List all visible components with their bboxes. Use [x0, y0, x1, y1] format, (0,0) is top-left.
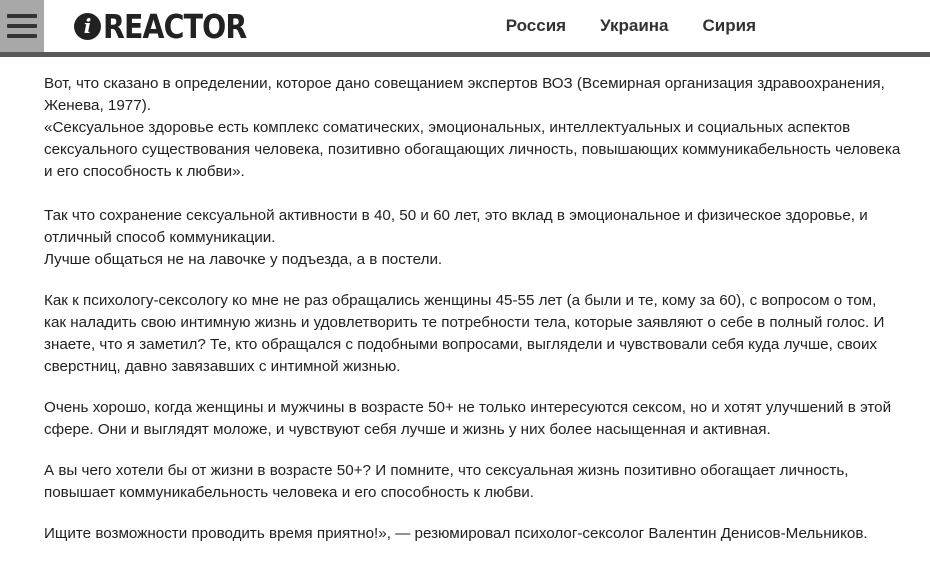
- article-body: [0, 57, 930, 545]
- logo-letter: i: [83, 14, 92, 38]
- logo-text: REACTOR: [103, 6, 247, 46]
- site-logo[interactable]: [74, 6, 270, 46]
- hamburger-menu-button[interactable]: [0, 0, 44, 52]
- article-paragraph: Как к психологу-сексологу ко мне не раз обращались женщины 45-55 лет (а были и те, кому за 60), с вопросом о том, как наладить свою интимную жизнь и удовлетворить те потребности тела, которые заявляют о себе в полный голос. И знаете, что я заметил? Те, кто обращался с подобными вопросами, выглядели и чувствовали себя куда лучше, своих сверстниц, давно завязавших с интимной жизнью.: [44, 292, 885, 375]
- menu-bar: [7, 24, 37, 28]
- article-paragraph: А вы чего хотели бы от жизни в возрасте 50+? И помните, что сексуальная жизнь позитивно обогащает личность, повышает коммуникабельность человека и его способность к любви.: [44, 462, 849, 501]
- logo-i-icon: [74, 13, 101, 40]
- nav-link-russia[interactable]: Россия: [505, 16, 567, 35]
- article-paragraph: Так что сохранение сексуальной активности в 40, 50 и 60 лет, это вклад в эмоциональное и физическое здоровье, и отличный способ коммуникации.: [44, 207, 868, 246]
- menu-bar: [7, 14, 37, 18]
- site-header: [0, 0, 930, 57]
- nav-link-ukraine[interactable]: Украина: [600, 16, 669, 35]
- article-paragraph: Очень хорошо, когда женщины и мужчины в возрасте 50+ не только интересуются сексом, но и хотят улучшений в этой сфере. Они и выглядят моложе, и чувствуют себя лучше и жизнь у них более насыщенная и активная.: [44, 399, 892, 438]
- nav-link-syria[interactable]: Сирия: [702, 16, 756, 35]
- menu-bar: [7, 34, 37, 38]
- top-nav: [506, 0, 756, 52]
- article-paragraph: Вот, что сказано в определении, которое дано совещанием экспертов ВОЗ (Всемирная организация здравоохранения, Женева, 1977).: [44, 75, 885, 114]
- article-quote: «Сексуальное здоровье есть комплекс соматических, эмоциональных, интеллектуальных и социальных аспектов сексуального существования человека, позитивно обогащающих личность, повышающих коммуникабельность человека и его способность к любви».: [44, 119, 901, 180]
- article-paragraph: Ищите возможности проводить время приятно!», — резюмировал психолог-сексолог Валентин Денисов-Мельников.: [44, 525, 868, 542]
- article-paragraph: Лучше общаться не на лавочке у подъезда, а в постели.: [44, 251, 443, 268]
